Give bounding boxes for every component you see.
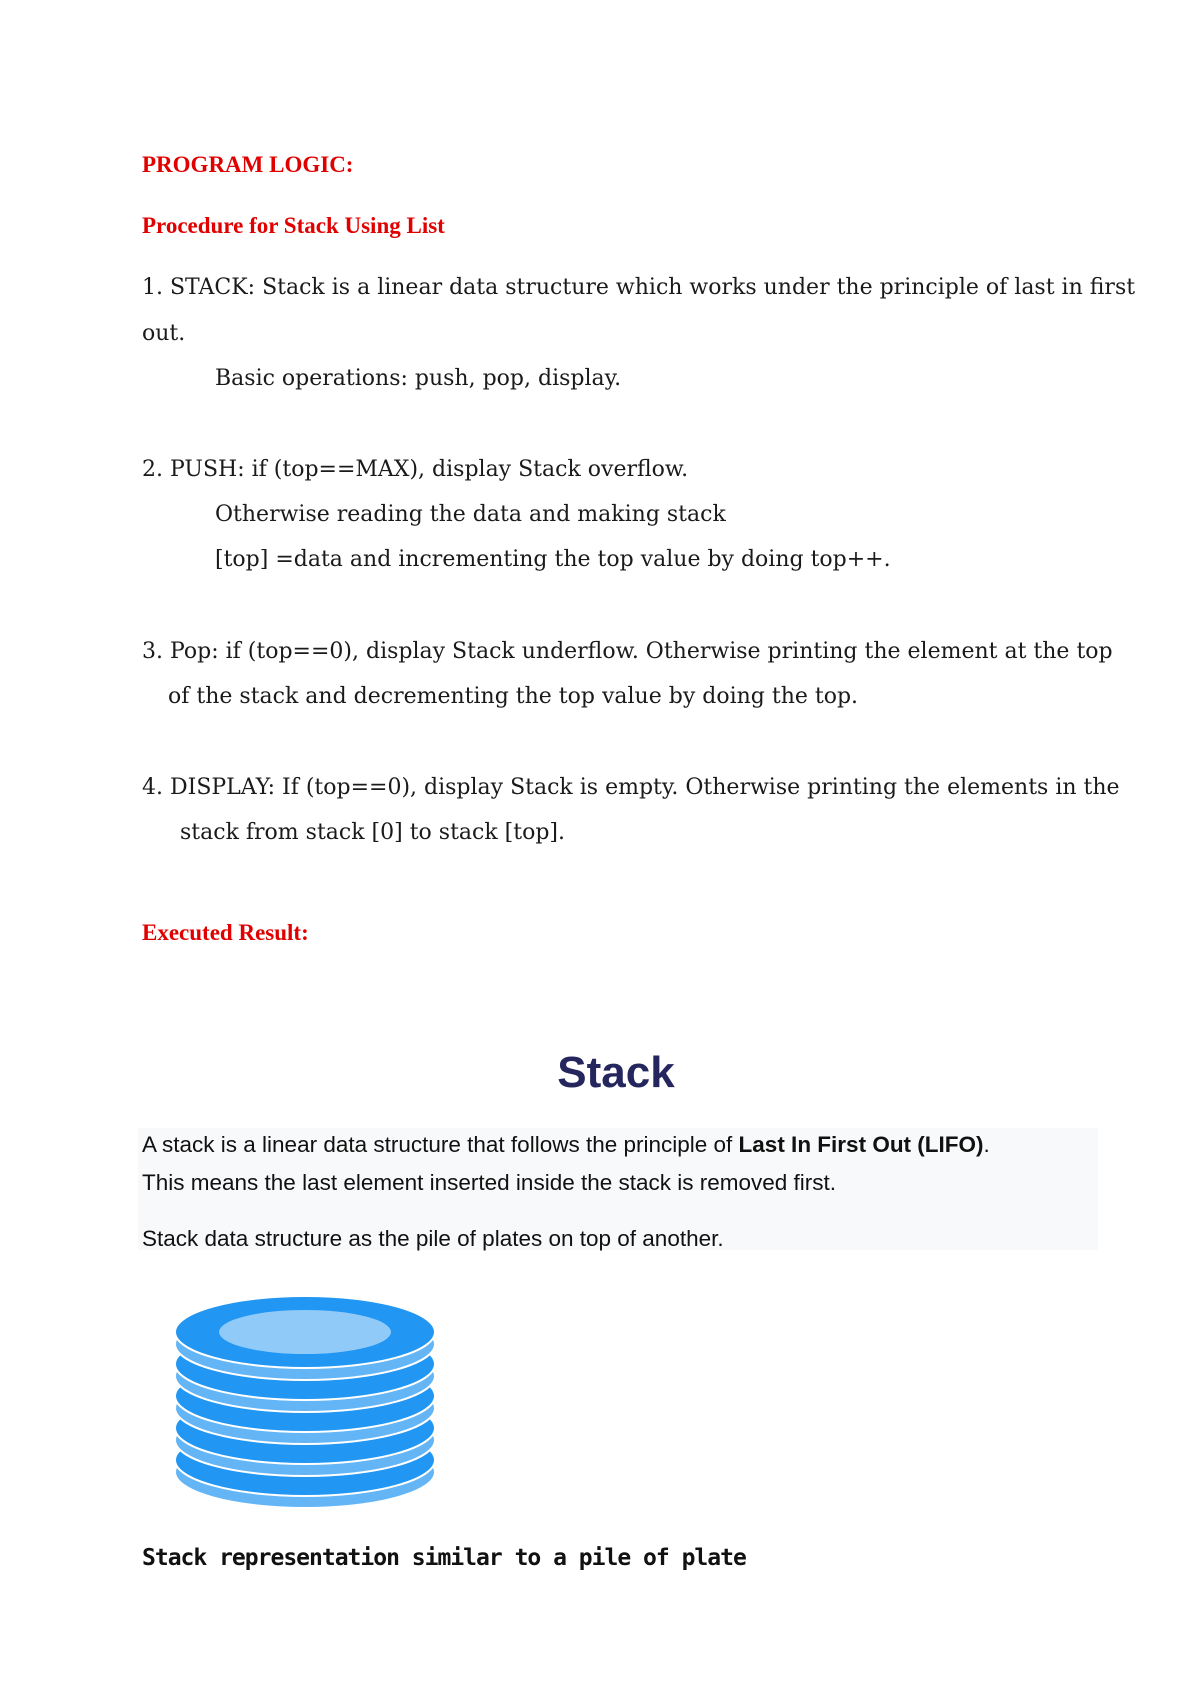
stack-caption: Stack representation similar to a pile of plate [142, 1545, 746, 1571]
step-3-line-2: of the stack and decrementing the top value by doing the top. [168, 684, 859, 709]
step-2-line-2: Otherwise reading the data and making stack [215, 502, 726, 527]
program-logic-heading: PROGRAM LOGIC: [142, 152, 354, 177]
executed-result-heading: Executed Result: [142, 920, 309, 945]
stack-paragraph-1 [142, 1132, 990, 1158]
step-3-line-1: 3. Pop: if (top==0), display Stack underflow. Otherwise printing the element at the top [142, 639, 1113, 664]
step-4-line-2: stack from stack [0] to stack [top]. [180, 820, 565, 845]
stack-paragraph-2: Stack data structure as the pile of plates on top of another. [142, 1226, 724, 1251]
step-1-line-1: 1. STACK: Stack is a linear data structure which works under the principle of last in first [142, 275, 1136, 300]
plate [175, 1296, 435, 1380]
step-2-line-1: 2. PUSH: if (top==MAX), display Stack overflow. [142, 457, 689, 482]
plate-stack-illustration [170, 1296, 450, 1516]
stack-title: Stack [557, 1048, 675, 1097]
step-4-line-1: 4. DISPLAY: If (top==0), display Stack is empty. Otherwise printing the elements in the [142, 775, 1120, 800]
lifo-term: Last In First Out (LIFO) [738, 1132, 984, 1157]
step-1-line-3: Basic operations: push, pop, display. [215, 366, 622, 391]
step-1-line-2: out. [142, 321, 186, 346]
stack-paragraph-1-line-2: This means the last element inserted inside the stack is removed first. [142, 1170, 837, 1195]
step-2-line-3: [top] =data and incrementing the top value by doing top++. [215, 547, 891, 572]
para1-start: A stack is a linear data structure that follows the principle of [142, 1132, 739, 1157]
para1-end: . [983, 1132, 990, 1157]
procedure-subheading: Procedure for Stack Using List [142, 213, 445, 238]
